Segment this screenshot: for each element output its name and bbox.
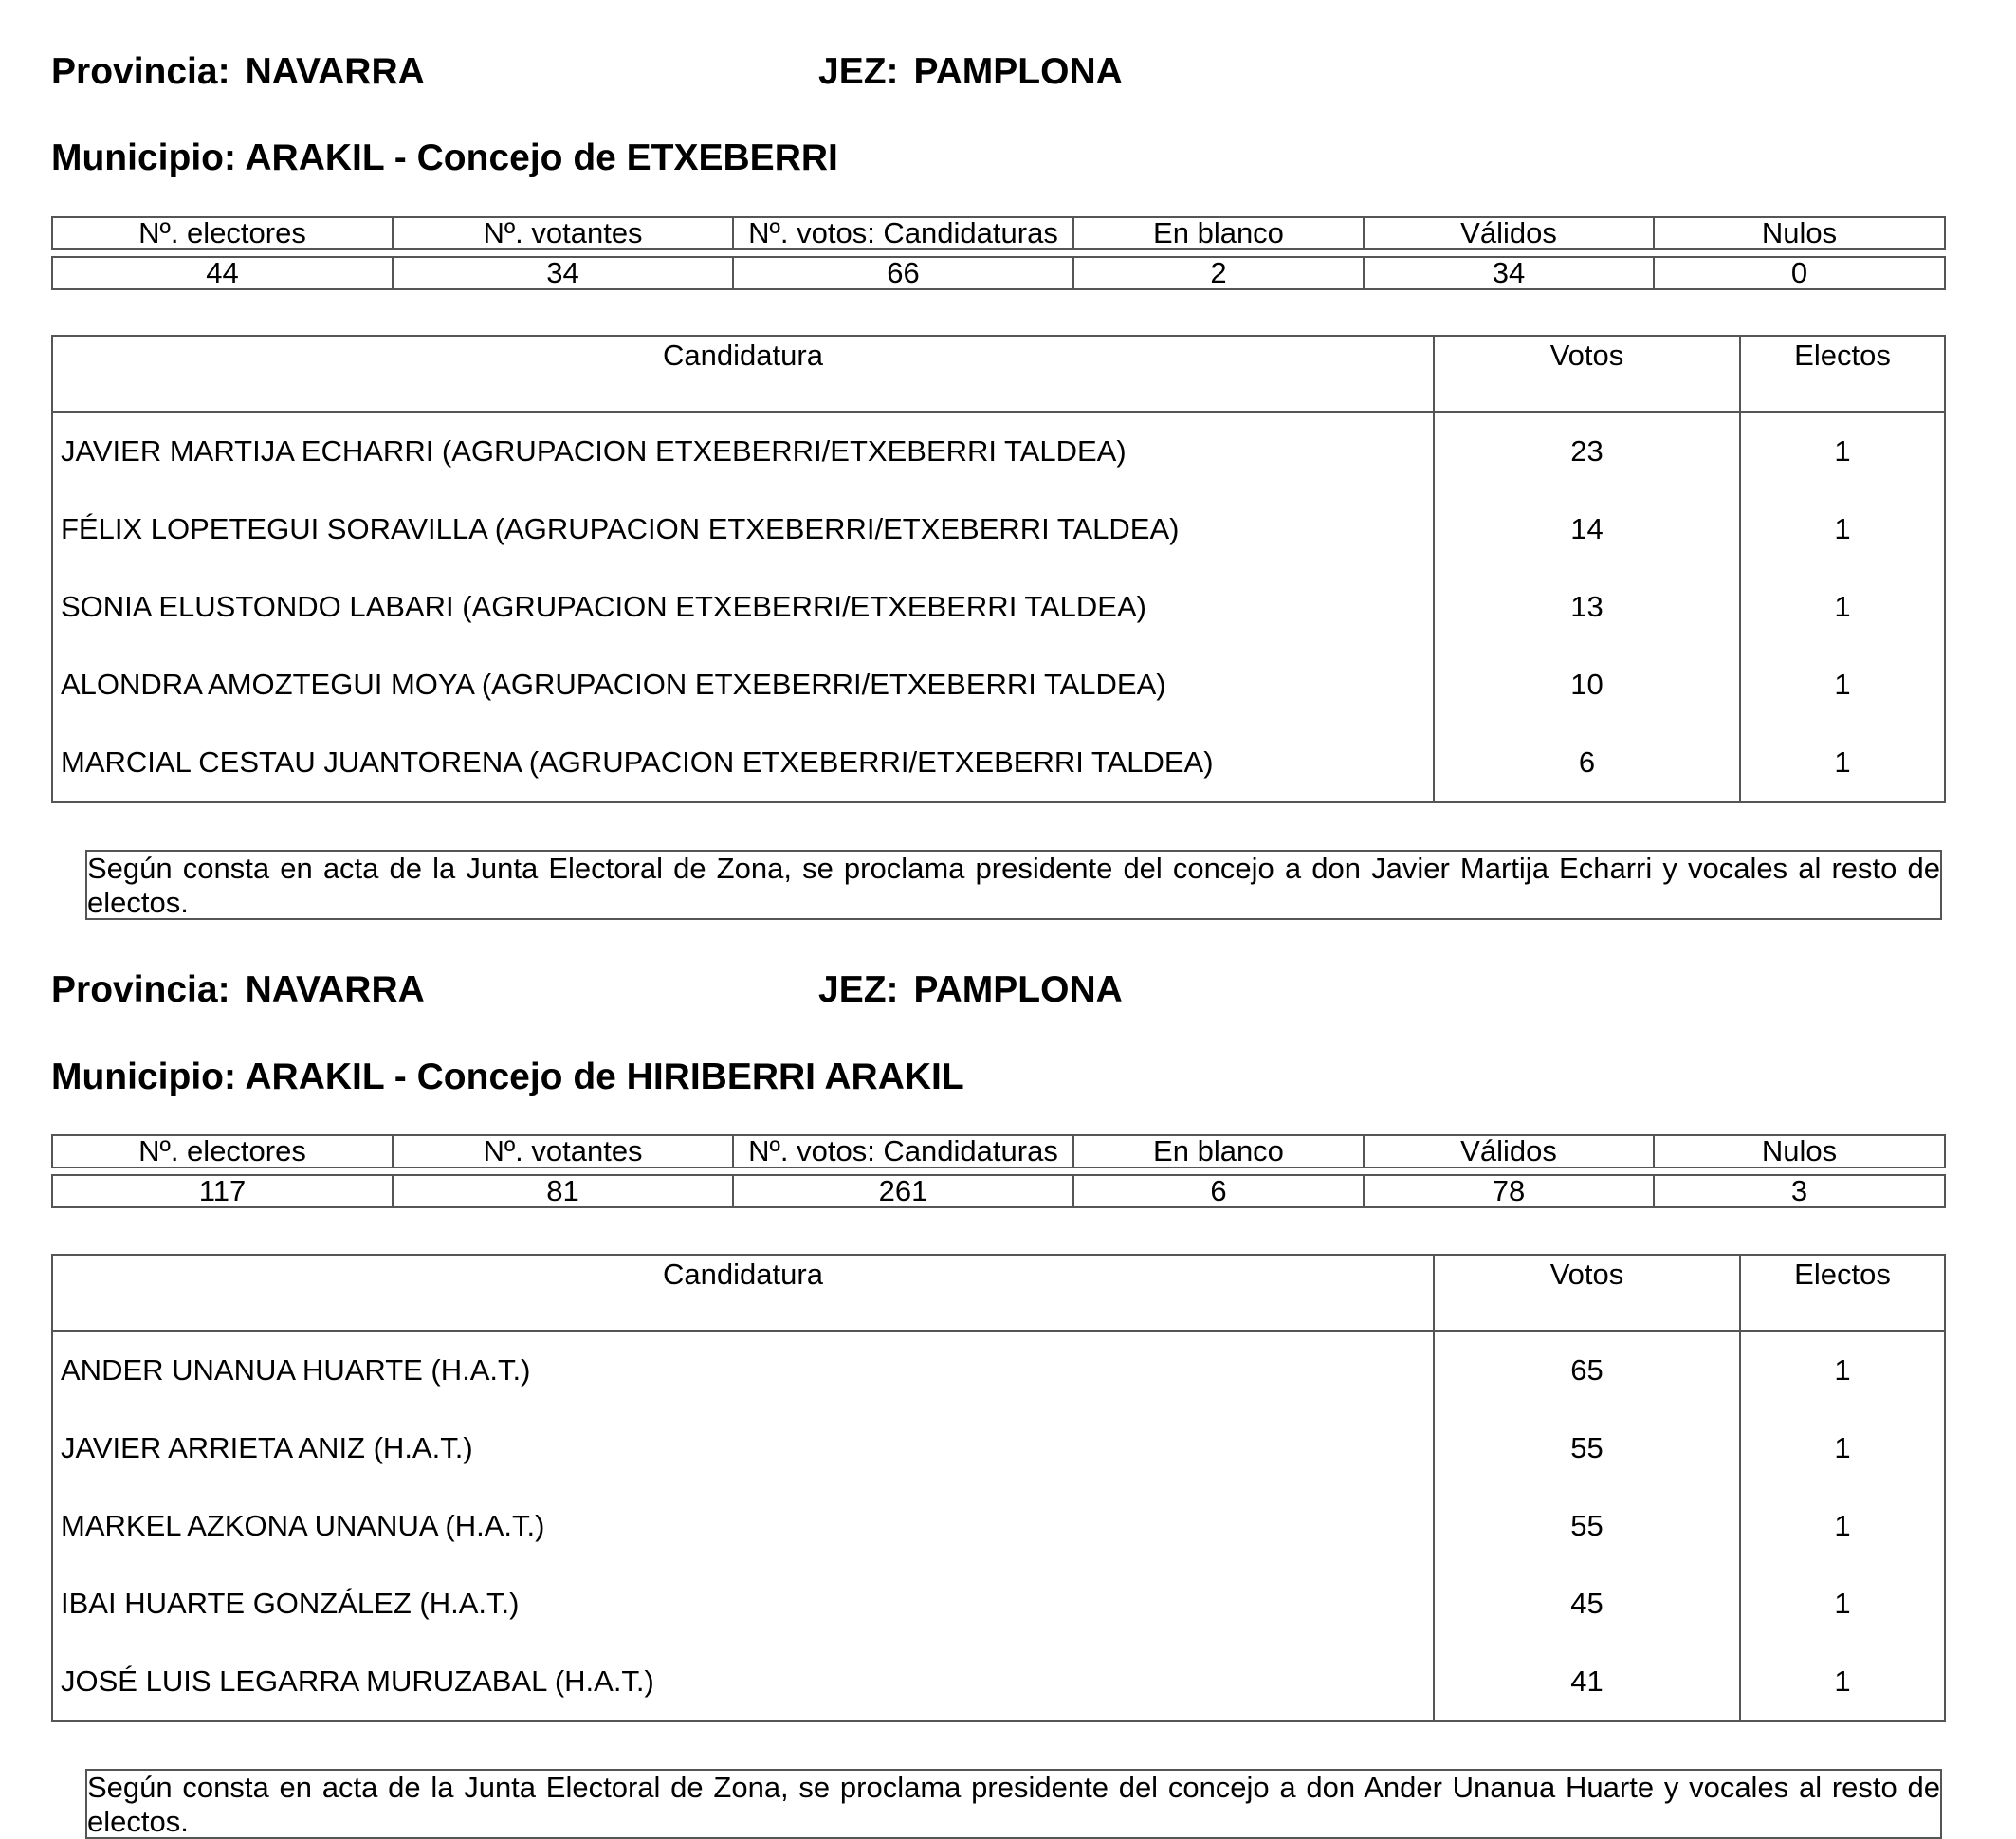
table-row — [52, 1409, 1945, 1487]
jez-label: JEZ: — [818, 969, 899, 1010]
stats-header-votantes: Nº. votantes — [393, 1135, 733, 1168]
provincia-heading — [51, 50, 425, 94]
candidate-electos: 1 — [1740, 646, 1945, 724]
candidate-votos: 45 — [1434, 1565, 1740, 1643]
stats-value-votos-candidaturas: 261 — [733, 1175, 1073, 1207]
jez-heading — [818, 50, 1123, 94]
col-votos: Votos — [1434, 336, 1740, 412]
stats-values-row — [52, 257, 1945, 289]
candidate-name: JAVIER ARRIETA ANIZ (H.A.T.) — [52, 1409, 1434, 1487]
municipio-heading — [51, 1056, 964, 1099]
candidate-name: ALONDRA AMOZTEGUI MOYA (AGRUPACION ETXEBERRI/ETXEBERRI TALDEA) — [52, 646, 1434, 724]
stats-values-table — [51, 1174, 1946, 1208]
provincia-label: Provincia: — [51, 969, 230, 1010]
provincia-label: Provincia: — [51, 51, 230, 92]
candidate-name: FÉLIX LOPETEGUI SORAVILLA (AGRUPACION ETXEBERRI/ETXEBERRI TALDEA) — [52, 490, 1434, 568]
table-row — [52, 1331, 1945, 1409]
table-row — [52, 1565, 1945, 1643]
jez-heading — [818, 968, 1123, 1012]
table-row — [52, 1487, 1945, 1565]
jez-label: JEZ: — [818, 51, 899, 92]
stats-header-row — [52, 1135, 1945, 1168]
candidate-electos: 1 — [1740, 568, 1945, 646]
stats-value-nulos: 3 — [1654, 1175, 1945, 1207]
candidates-table — [51, 1254, 1946, 1722]
stats-header-electores: Nº. electores — [52, 1135, 393, 1168]
stats-value-en-blanco: 6 — [1073, 1175, 1364, 1207]
stats-value-votos-candidaturas: 66 — [733, 257, 1073, 289]
municipio-value: ARAKIL - Concejo de HIRIBERRI ARAKIL — [245, 1057, 964, 1097]
candidate-votos: 10 — [1434, 646, 1740, 724]
stats-header-votos-candidaturas: Nº. votos: Candidaturas — [733, 1135, 1073, 1168]
candidate-votos: 55 — [1434, 1409, 1740, 1487]
stats-value-votantes: 34 — [393, 257, 733, 289]
proclamation-note: Según consta en acta de la Junta Electoral de Zona, se proclama presidente del concejo a don Javier Martija Echarri y vocales al resto de electos. — [87, 852, 1940, 919]
candidate-electos: 1 — [1740, 1409, 1945, 1487]
candidate-name: MARKEL AZKONA UNANUA (H.A.T.) — [52, 1487, 1434, 1565]
stats-header-votos-candidaturas: Nº. votos: Candidaturas — [733, 217, 1073, 249]
provincia-value: NAVARRA — [245, 51, 425, 92]
candidate-electos: 1 — [1740, 724, 1945, 802]
stats-header-en-blanco: En blanco — [1073, 1135, 1364, 1168]
candidate-name: IBAI HUARTE GONZÁLEZ (H.A.T.) — [52, 1565, 1434, 1643]
stats-value-electores: 117 — [52, 1175, 393, 1207]
table-row — [52, 724, 1945, 802]
stats-header-en-blanco: En blanco — [1073, 217, 1364, 249]
stats-values-row — [52, 1175, 1945, 1207]
candidates-table — [51, 335, 1946, 803]
provincia-heading — [51, 968, 425, 1012]
candidate-electos: 1 — [1740, 1565, 1945, 1643]
candidate-votos: 65 — [1434, 1331, 1740, 1409]
col-electos: Electos — [1740, 1255, 1945, 1331]
jez-value: PAMPLONA — [913, 969, 1123, 1010]
stats-header-validos: Válidos — [1364, 217, 1654, 249]
municipio-label: Municipio: — [51, 138, 236, 178]
col-electos: Electos — [1740, 336, 1945, 412]
stats-value-electores: 44 — [52, 257, 393, 289]
stats-header-table — [51, 216, 1946, 250]
candidate-electos: 1 — [1740, 490, 1945, 568]
stats-value-validos: 34 — [1364, 257, 1654, 289]
municipio-heading — [51, 137, 838, 180]
candidate-votos: 13 — [1434, 568, 1740, 646]
table-row — [52, 646, 1945, 724]
col-candidatura: Candidatura — [52, 336, 1434, 412]
stats-header-electores: Nº. electores — [52, 217, 393, 249]
candidate-votos: 41 — [1434, 1643, 1740, 1721]
proclamation-note: Según consta en acta de la Junta Electoral de Zona, se proclama presidente del concejo a don Ander Unanua Huarte y vocales al resto de electos. — [87, 1771, 1940, 1838]
candidate-votos: 6 — [1434, 724, 1740, 802]
candidate-electos: 1 — [1740, 1331, 1945, 1409]
candidate-electos: 1 — [1740, 412, 1945, 490]
candidate-name: JAVIER MARTIJA ECHARRI (AGRUPACION ETXEBERRI/ETXEBERRI TALDEA) — [52, 412, 1434, 490]
candidate-electos: 1 — [1740, 1487, 1945, 1565]
table-row — [52, 1643, 1945, 1721]
candidate-name: ANDER UNANUA HUARTE (H.A.T.) — [52, 1331, 1434, 1409]
stats-header-votantes: Nº. votantes — [393, 217, 733, 249]
col-candidatura: Candidatura — [52, 1255, 1434, 1331]
stats-header-nulos: Nulos — [1654, 1135, 1945, 1168]
candidate-name: MARCIAL CESTAU JUANTORENA (AGRUPACION ETXEBERRI/ETXEBERRI TALDEA) — [52, 724, 1434, 802]
stats-header-nulos: Nulos — [1654, 217, 1945, 249]
col-votos: Votos — [1434, 1255, 1740, 1331]
candidate-name: JOSÉ LUIS LEGARRA MURUZABAL (H.A.T.) — [52, 1643, 1434, 1721]
candidate-electos: 1 — [1740, 1643, 1945, 1721]
table-row — [52, 568, 1945, 646]
municipio-label: Municipio: — [51, 1057, 236, 1097]
candidate-votos: 23 — [1434, 412, 1740, 490]
stats-value-en-blanco: 2 — [1073, 257, 1364, 289]
stats-value-votantes: 81 — [393, 1175, 733, 1207]
stats-value-nulos: 0 — [1654, 257, 1945, 289]
table-row — [52, 412, 1945, 490]
stats-header-row — [52, 217, 1945, 249]
candidate-votos: 14 — [1434, 490, 1740, 568]
stats-header-table — [51, 1134, 1946, 1168]
candidate-votos: 55 — [1434, 1487, 1740, 1565]
table-row — [52, 490, 1945, 568]
jez-value: PAMPLONA — [913, 51, 1123, 92]
municipio-value: ARAKIL - Concejo de ETXEBERRI — [245, 138, 838, 178]
stats-values-table — [51, 256, 1946, 290]
candidate-name: SONIA ELUSTONDO LABARI (AGRUPACION ETXEBERRI/ETXEBERRI TALDEA) — [52, 568, 1434, 646]
stats-value-validos: 78 — [1364, 1175, 1654, 1207]
provincia-value: NAVARRA — [245, 969, 425, 1010]
candidates-header-row — [52, 336, 1945, 412]
candidates-header-row — [52, 1255, 1945, 1331]
stats-header-validos: Válidos — [1364, 1135, 1654, 1168]
